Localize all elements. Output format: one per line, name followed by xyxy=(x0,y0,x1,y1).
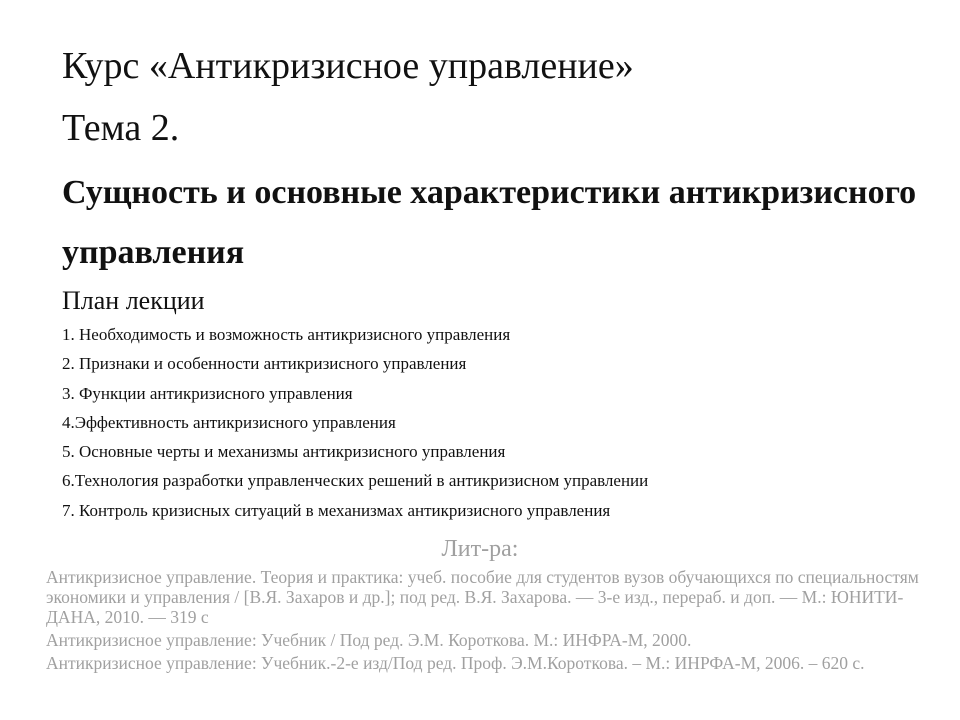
course-title: Курс «Антикризисное управление» xyxy=(62,45,634,87)
reference-item: Антикризисное управление. Теория и практика: учеб. пособие для студентов вузов обучающихся по специальностям экономики и управления / [В.Я. Захаров и др.]; под ред. В.Я. Захарова. — 3-е изд., перераб. и доп. — М.: ЮНИТИ-ДАНА, 2010. — 319 с xyxy=(46,567,919,627)
topic-label: Тема 2. xyxy=(62,107,180,149)
references-list xyxy=(46,567,926,676)
plan-item: 2. Признаки и особенности антикризисного управления xyxy=(62,354,467,374)
plan-item: 3. Функции антикризисного управления xyxy=(62,383,353,403)
literature-title: Лит-ра: xyxy=(441,536,519,562)
plan-item: 5. Основные черты и механизмы антикризисного управления xyxy=(62,442,506,462)
plan-title: План лекции xyxy=(62,286,205,315)
reference-item: Антикризисное управление: Учебник.-2-е изд/Под ред. Проф. Э.М.Короткова. – М.: ИНРФА-М, 2006. – 620 с. xyxy=(46,653,865,673)
plan-item: 1. Необходимость и возможность антикризисного управления xyxy=(62,325,511,344)
plan-item: 6.Технология разработки управленческих решений в антикризисном управлении xyxy=(62,471,649,491)
plan-item: 4.Эффективность антикризисного управления xyxy=(62,412,396,432)
topic-heading: Сущность и основные характеристики антикризисного управления xyxy=(62,174,917,271)
plan-list xyxy=(62,320,648,525)
reference-item: Антикризисное управление: Учебник / Под ред. Э.М. Короткова. М.: ИНФРА-М, 2000. xyxy=(46,630,692,650)
plan-item: 7. Контроль кризисных ситуаций в механизмах антикризисного управления xyxy=(62,500,611,520)
